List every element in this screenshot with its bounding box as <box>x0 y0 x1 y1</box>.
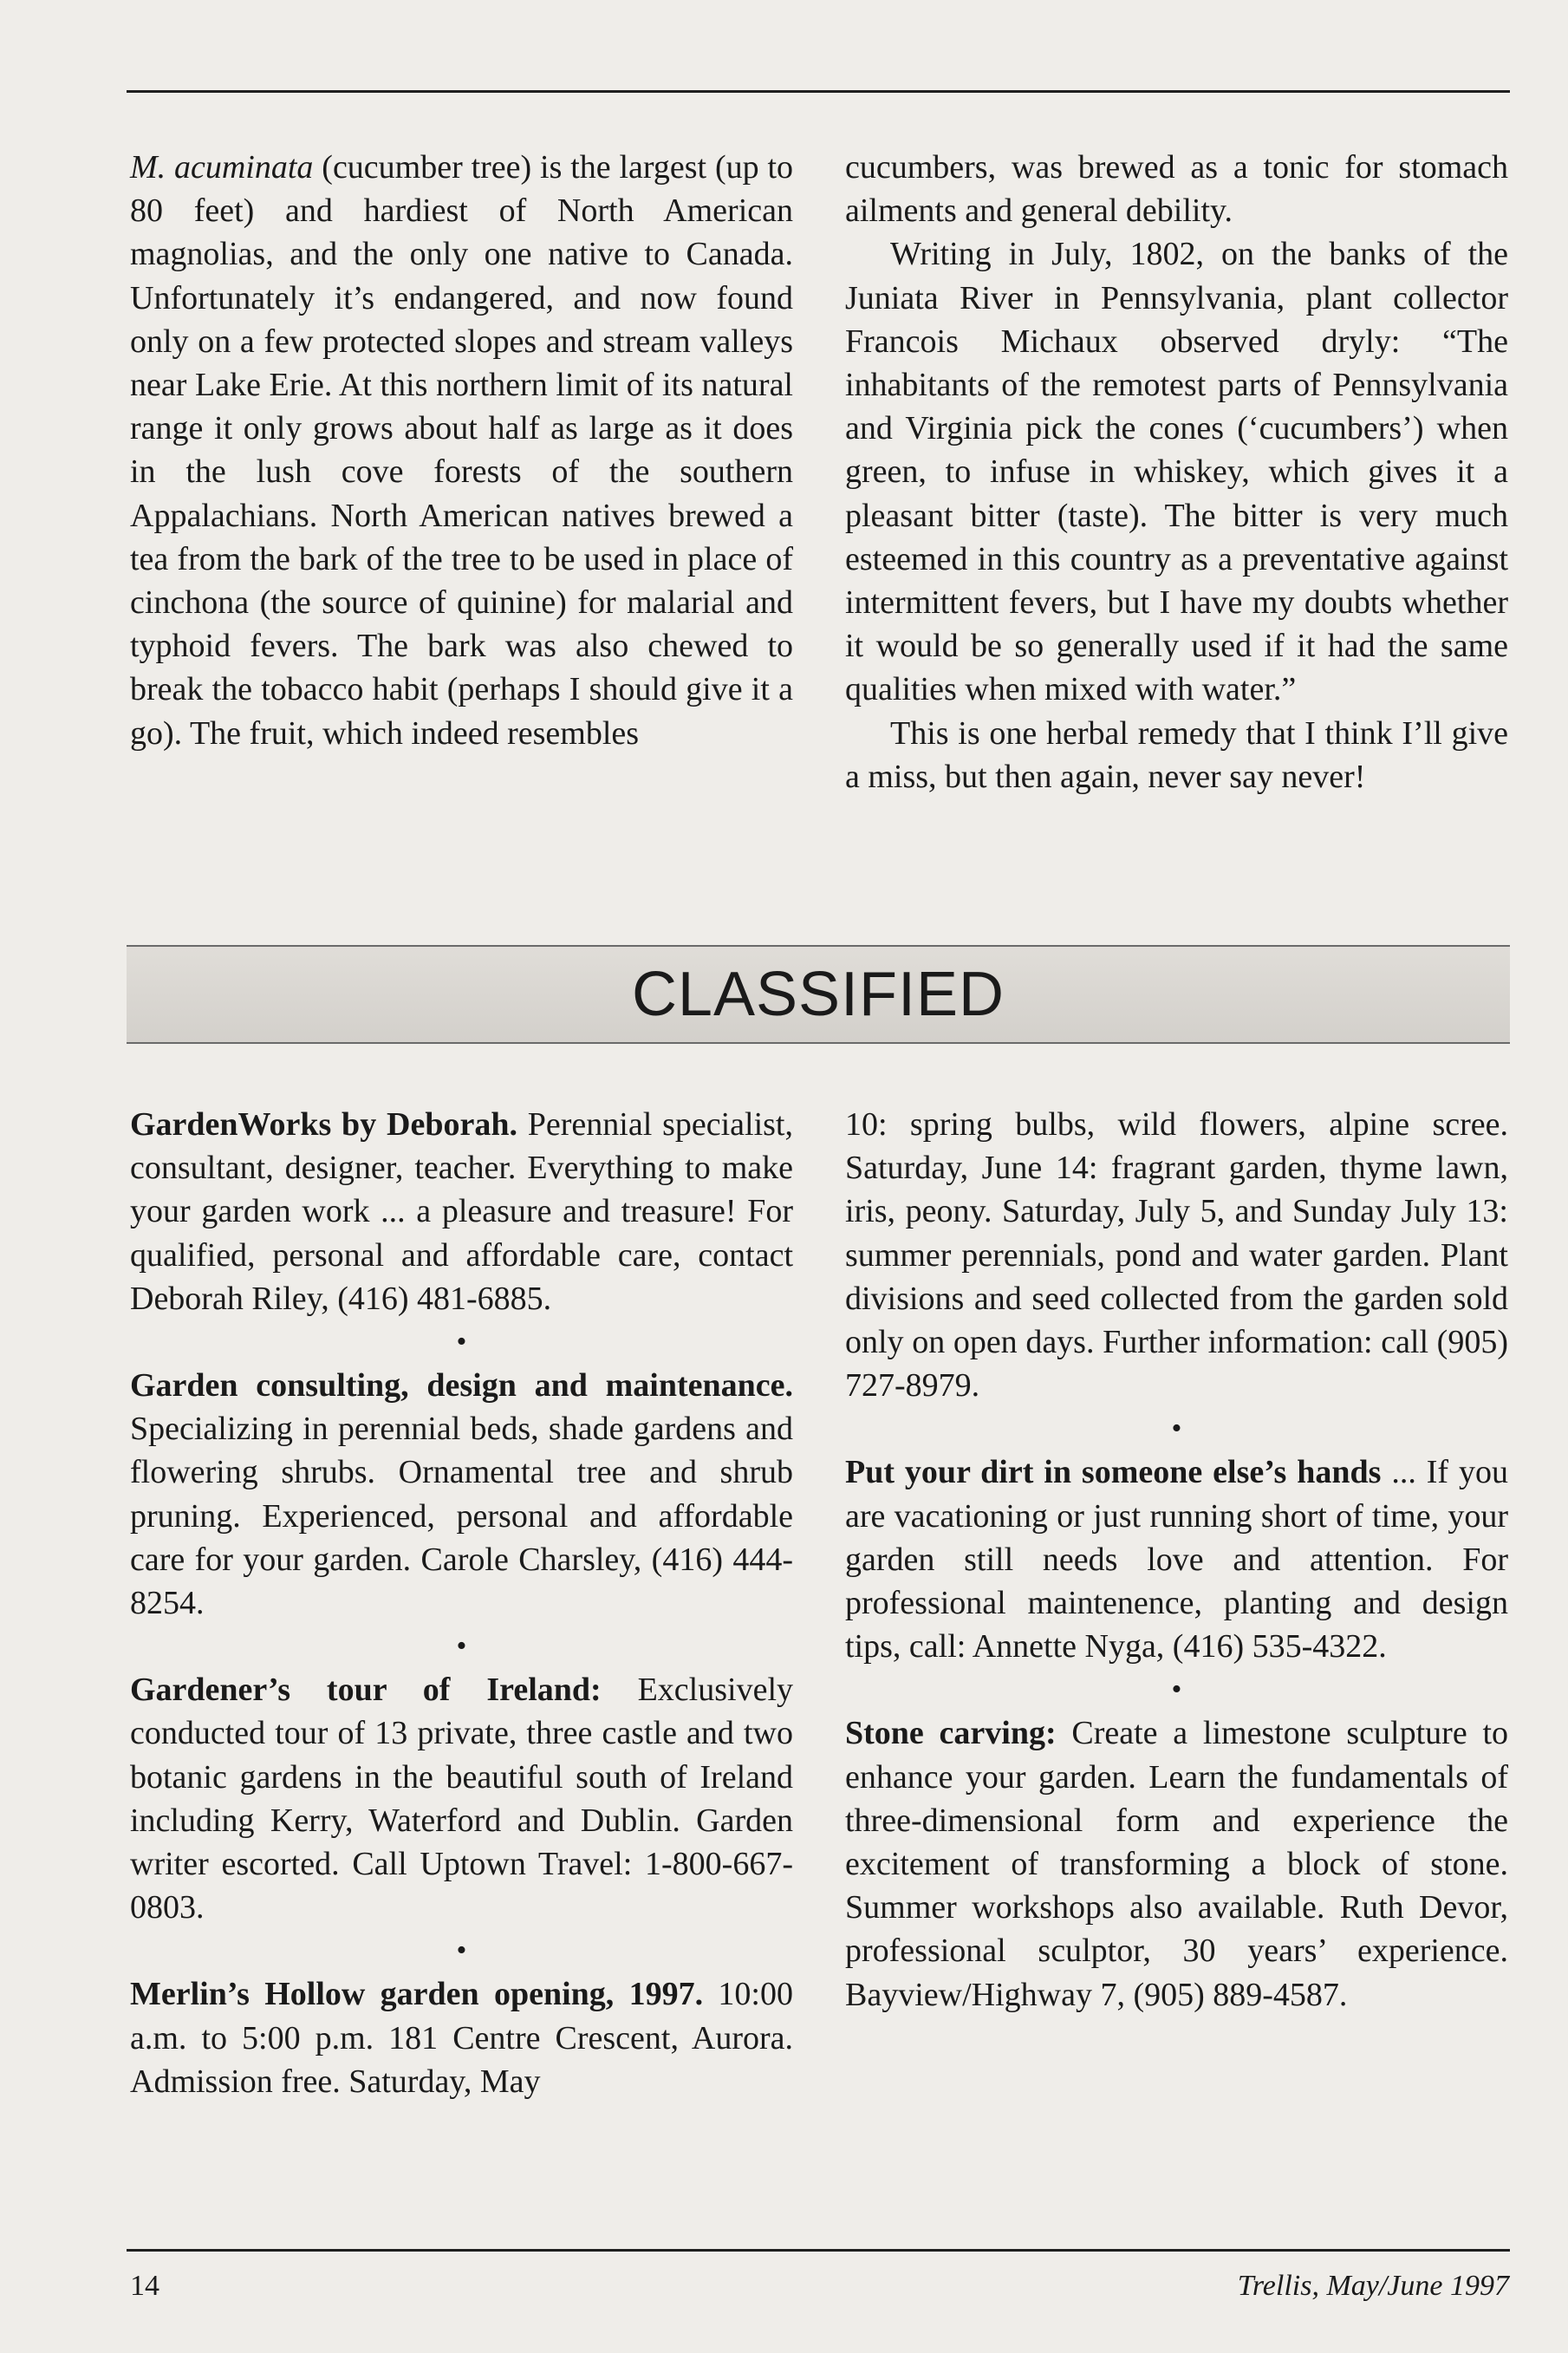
classified-ad <box>845 1450 1508 1668</box>
ad-text: ... If you are vacationing or just running short of time, your garden still needs love and attention. For professional maintenence, planting and design tips, call: Annette Nyga, (416) 535-4322. <box>845 1454 1509 1665</box>
ad-text: 10:00 a.m. to 5:00 p.m. 181 Centre Crescent, Aurora. Admission free. Saturday, May <box>130 1976 793 2100</box>
species-name: M. acuminata <box>130 149 314 186</box>
ad-title: GardenWorks by Deborah. <box>130 1106 517 1143</box>
ad-separator: • <box>456 1934 467 1967</box>
article-paragraph: This is one herbal remedy that I think I’ll give a miss, but then again, never say never! <box>845 714 1508 795</box>
ad-separator: • <box>1171 1673 1182 1706</box>
classified-banner <box>127 945 1510 1044</box>
classified-ad <box>845 1711 1508 2016</box>
ad-text: Exclusively conducted tour of 13 private, three castle and two botanic gardens in the beautiful south of Ireland including Kerry, Waterford and Dublin. Garden writer escorted. Call Uptown Travel: 1-800-667-0803. <box>130 1672 794 1926</box>
ad-text: Specializing in perennial beds, shade gardens and flowering shrubs. Ornamental tree and shrub pruning. Experienced, personal and affordable care for your garden. Carole Charsley, (416) 444-8254. <box>130 1411 793 1622</box>
classified-ad <box>130 1103 793 1320</box>
page-number: 14 <box>130 2270 159 2302</box>
classified-ad <box>130 1364 793 1625</box>
article-paragraph <box>130 146 793 755</box>
classified-ad <box>130 1972 793 2103</box>
article-left-column <box>130 146 793 874</box>
ad-title: Garden consulting, design and maintenance. <box>130 1367 793 1405</box>
classified-ad-continued: 10: spring bulbs, wild flowers, alpine scree. Saturday, June 14: fragrant garden, thyme lawn, iris, peony. Saturday, July 5, and Sunday July 13: summer perennials, pond and water garden. Plant divisions and seed collected from the garden sold only on open days. Further information: call (905) 727-8979. <box>845 1106 1508 1405</box>
publication-credit: Trellis, May/June 1997 <box>1237 2270 1509 2302</box>
article-paragraph: Writing in July, 1802, on the banks of the Juniata River in Pennsylvania, plant collector Francois Michaux observed dryly: “The inhabitants of the remotest parts of Pennsylvania and Virginia pick the cones (‘cucumbers’) when green, to infuse in whiskey, which gives it a pleasant bitter (taste). The bitter is very much esteemed in this country as a preventative against intermittent fevers, but I have my doubts whether it would be so generally used if it had the same qualities when mixed with water.” <box>845 236 1508 708</box>
ad-title: Merlin’s Hollow garden opening, 1997. <box>130 1976 704 2013</box>
ad-title: Put your dirt in someone else’s hands <box>845 1454 1382 1491</box>
ad-separator: • <box>1171 1412 1182 1445</box>
bottom-rule <box>127 2249 1510 2252</box>
ad-title: Gardener’s tour of Ireland: <box>130 1672 602 1709</box>
classified-heading: CLASSIFIED <box>631 960 1005 1029</box>
ad-separator: • <box>456 1630 467 1663</box>
classified-left-column <box>130 1103 793 2169</box>
article-right-column <box>845 146 1508 874</box>
ad-title: Stone carving: <box>845 1715 1057 1752</box>
ad-text: Create a limestone sculpture to enhance your garden. Learn the fundamentals of three-dimensional form and experience the excitement of transforming a block of stone. Summer workshops also available. Ruth Devor, professional sculptor, 30 years’ experience. Bayview/Highway 7, (905) 889-4587. <box>845 1715 1508 2013</box>
article-paragraph: cucumbers, was brewed as a tonic for stomach ailments and general debility. <box>845 149 1508 230</box>
top-rule <box>127 90 1510 93</box>
ad-separator: • <box>456 1326 467 1359</box>
article-text: (cucumber tree) is the largest (up to 80 feet) and hardiest of North American magnolias, and the only one native to Canada. Unfortunately it’s endangered, and now found only on a few protected slopes and stream valleys near Lake Erie. At this northern limit of its natural range it only grows about half as large as it does in the lush cove forests of the southern Appalachians. North American natives brewed a tea from the bark of the tree to be used in place of cinchona (the source of quinine) for malarial and typhoid fevers. The bark was also chewed to break the tobacco habit (perhaps I should give it a go). The fruit, which indeed resembles <box>130 149 794 752</box>
classified-right-column <box>845 1103 1508 2169</box>
ad-text: Perennial specialist, consultant, designer, teacher. Everything to make your garden work ... a pleasure and treasure! For qualified, personal and affordable care, contact Deborah Riley, (416) 481-6885. <box>130 1106 793 1317</box>
classified-ad <box>130 1668 793 1929</box>
